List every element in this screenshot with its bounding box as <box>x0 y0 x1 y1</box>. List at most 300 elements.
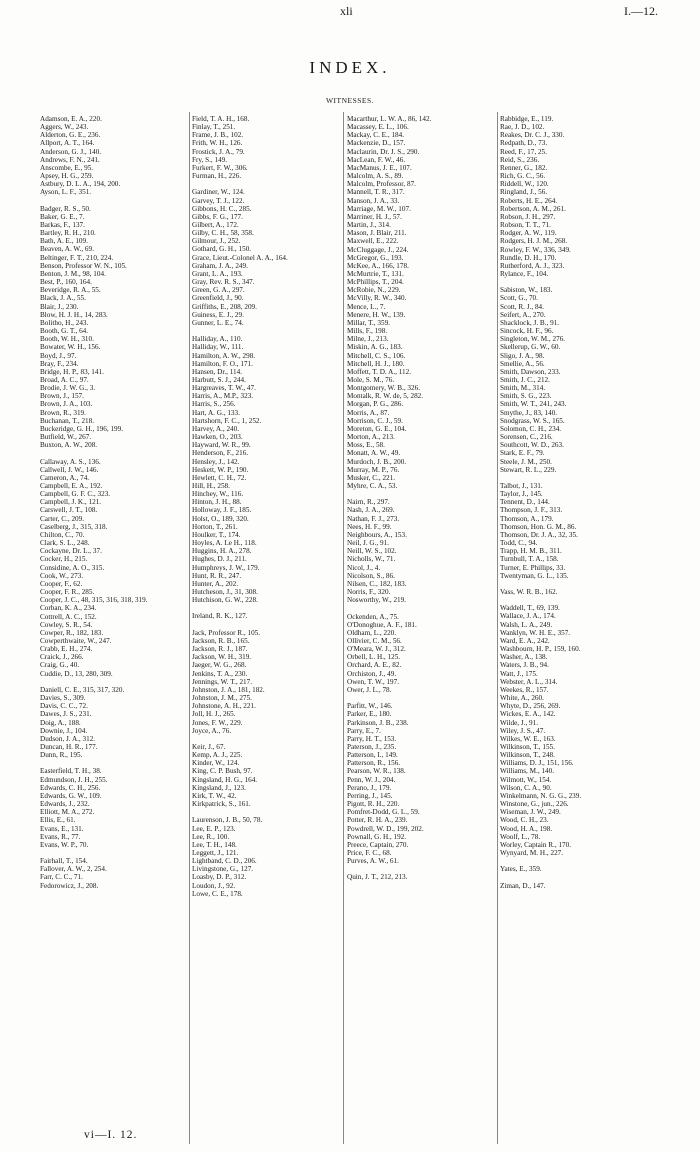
index-entry: Hansen, Dr., 114. <box>192 367 243 376</box>
index-entry: Paterson, J., 235. <box>347 742 397 751</box>
index-column-3 <box>347 115 497 1140</box>
index-entry: Blow, H. J. H., 14, 283. <box>40 310 108 319</box>
index-entry: Nairn, R., 297. <box>347 498 390 507</box>
index-entry: Kingsland, H. G., 164. <box>192 775 258 784</box>
index-entry: Lightband, C. D., 206. <box>192 857 257 866</box>
index-entry: Mackenzie, D., 157. <box>347 139 406 148</box>
index-entry: Callaway, A. S., 136. <box>40 457 101 466</box>
index-entry: Bowater, W. H., 156. <box>40 343 101 352</box>
index-entry: Talbot, J., 131. <box>500 482 543 490</box>
index-entry: Hinton, J. H., 88. <box>192 498 242 507</box>
index-entry: Downie, J., 104. <box>40 726 88 735</box>
index-entry: Millar, T., 359. <box>347 318 390 327</box>
index-entry: O'Donoghue, A. F., 181. <box>347 620 417 629</box>
index-entry: Seifert, A., 270. <box>500 310 546 319</box>
index-entry: Booth, G. T., 64. <box>40 327 89 336</box>
index-entry: McKee, A., 166, 178. <box>347 261 409 270</box>
index-entry: Beveridge, R. A., 55. <box>40 286 101 295</box>
section-subtitle: WITNESSES. <box>325 96 375 105</box>
index-entry: Boyd, J., 97. <box>40 351 77 360</box>
index-entry: Cowper, R., 182, 183. <box>40 628 104 637</box>
index-entry: Musker, C., 221. <box>347 473 396 482</box>
document-reference: I.—12. <box>624 4 658 18</box>
index-entry: Bridge, H. P., 83, 141. <box>40 367 104 376</box>
index-entry: Hinchey, W., 116. <box>192 490 244 499</box>
index-entry: Lee, R., 100. <box>192 832 230 841</box>
index-entry: Gray, Rev. R. S., 347. <box>192 278 255 287</box>
index-entry: Waters, J. B., 94. <box>500 661 549 670</box>
index-entry: Tennent, D., 144. <box>500 498 550 507</box>
index-entry: Miskin, A. G., 183. <box>347 343 403 352</box>
index-entry: Pearson, W. R., 138. <box>347 767 406 776</box>
index-entry: Fry, S., 149. <box>192 155 228 164</box>
index-entry: Singleton, W. M., 276. <box>500 335 566 344</box>
index-entry: Ower, J. L., 78. <box>347 685 392 694</box>
index-entry: Sorensen, C., 216. <box>500 433 553 442</box>
index-entry: Cockayne, Dr. L., 37. <box>40 547 102 556</box>
index-entry: Milne, J., 213. <box>347 335 389 344</box>
index-entry: Thomson, A., 179. <box>500 514 554 523</box>
index-entry: Houlker, T., 174. <box>192 530 241 539</box>
index-entry: Jackson, R. J., 187. <box>192 645 248 654</box>
index-entry: Reid, S., 236. <box>500 155 540 164</box>
index-entry: Nicolson, S., 86. <box>347 571 395 580</box>
index-entry: Holst, O., 189, 320. <box>192 514 249 523</box>
index-entry: Rylance, F., 104. <box>500 269 549 278</box>
index-entry: Parker, E., 180. <box>347 710 392 719</box>
index-entry: Williams, D. J., 151, 156. <box>500 759 574 768</box>
index-entry: Yates, E., 359. <box>500 865 542 874</box>
index-entry: Roberts, H. E., 264. <box>500 196 558 205</box>
index-entry: Halliday, A., 110. <box>192 335 243 344</box>
index-entry: Apsey, H. G., 259. <box>40 172 94 181</box>
index-entry: Black, J. A., 55. <box>40 294 86 303</box>
index-entry: Butfield, W., 267. <box>40 433 92 442</box>
index-entry: Montalk, R. W. de, 5, 282. <box>347 392 424 401</box>
index-entry: Cocker, H., 215. <box>40 555 88 564</box>
index-entry: Adamson, E. A., 220. <box>40 115 102 123</box>
index-entry: Kemp, A. J., 225. <box>192 751 243 760</box>
index-entry: Wanklyn, W. H. E., 357. <box>500 628 571 637</box>
index-entry: Macassey, E. L., 106. <box>347 123 409 132</box>
index-entry: Preece, Captain, 270. <box>347 840 409 849</box>
index-entry: Stark, E. F., 79. <box>500 449 545 458</box>
page-number: xli <box>340 4 353 18</box>
index-entry: Neill, W. S., 102. <box>347 547 397 556</box>
index-entry: Cooper, J. C., 48, 315, 316, 318, 319. <box>40 596 148 605</box>
index-entry: Redpath, D., 73. <box>500 139 548 148</box>
index-entry: Brown, R., 319. <box>40 408 86 417</box>
index-entry: Worley, Captain R., 170. <box>500 840 572 849</box>
index-entry: Parry, E., 7. <box>347 726 381 735</box>
index-entry: Buchanan, T., 218. <box>40 416 95 425</box>
index-entry: Murray, M. P., 76. <box>347 465 400 474</box>
index-entry: Blair, J., 230. <box>40 302 79 311</box>
index-entry: Bartley, R. H., 210. <box>40 229 96 238</box>
index-entry: Rodgers, H. J. M., 268. <box>500 237 568 246</box>
index-entry: Anscombe, E., 95. <box>40 163 94 172</box>
index-entry: Rowley, F. W., 336, 349. <box>500 245 571 254</box>
index-entry: Thomson, Dr. J. A., 32, 35. <box>500 530 578 539</box>
index-entry: Smellie, A., 56. <box>500 359 545 368</box>
index-entry: Craick, J., 266. <box>40 653 84 662</box>
index-entry: Edmundson, J. H., 255. <box>40 775 108 784</box>
index-entry: Johnston, J. A., 181, 182. <box>192 685 265 694</box>
index-entry: Nilsen, C., 182, 183. <box>347 579 407 588</box>
index-entry: Sabiston, W., 183. <box>500 286 553 295</box>
index-entry: Hunt, R. R., 247. <box>192 571 242 580</box>
index-entry: Smith, M., 314. <box>500 384 546 393</box>
index-entry: Nees, H. F., 99. <box>347 522 392 531</box>
index-entry: Carter, C., 209. <box>40 514 85 523</box>
index-entry: Owen, T. W., 197. <box>347 677 400 686</box>
index-entry: O'Meara, W. J., 312. <box>347 645 406 654</box>
index-entry: Hamilton, A. W., 298. <box>192 351 256 360</box>
index-entry: Harvey, A., 240. <box>192 424 240 433</box>
index-entry: Martin, J., 314. <box>347 221 391 230</box>
index-entry: Guiness, E. J., 29. <box>192 310 244 319</box>
index-entry: Vass, W. R. B., 162. <box>500 588 558 597</box>
index-entry: Campbell, E. A., 192. <box>40 482 103 490</box>
page-footer: vi—I. 12. <box>84 1129 138 1141</box>
index-entry: Neighbours, A., 153. <box>347 530 407 539</box>
index-entry: Wynyard, M. H., 227. <box>500 849 564 857</box>
index-entry: Evans, R., 77. <box>40 832 81 841</box>
index-entry: Buckeridge, G. H., 196, 199. <box>40 424 124 433</box>
index-entry: Powdrell, W. D., 199, 202. <box>347 824 424 833</box>
index-entry: Fallover, A. W., 2, 254. <box>40 865 107 874</box>
index-entry: McRobie, N., 229. <box>347 286 401 295</box>
index-entry: Greenfield, J., 90. <box>192 294 244 303</box>
index-entry: Winstone, G., jun., 226. <box>500 800 569 809</box>
index-entry: Booth, W. H., 310. <box>40 335 94 344</box>
index-entry: Astbury, D. L. A., 194, 200. <box>40 180 121 189</box>
index-entry: Wiley, J. S., 47. <box>500 726 546 735</box>
index-entry: Ellis, E., 61. <box>40 816 76 825</box>
index-entry: Bolitho, H., 243. <box>40 318 89 327</box>
index-entry: Neil, J. G., 91. <box>347 539 389 548</box>
index-entry: Hunter, A., 202. <box>192 579 239 588</box>
index-entry: Orchard, A. E., 82. <box>347 661 402 670</box>
index-entry: Patterson, R., 156. <box>347 759 401 768</box>
index-entry: Humphreys, J. W., 179. <box>192 563 260 572</box>
index-entry: Smith, S. G., 223. <box>500 392 552 401</box>
index-entry: Alderton, G. E., 236. <box>40 131 101 140</box>
index-entry: Easterfield, T. H., 38. <box>40 767 102 776</box>
index-entry: Ward, E. A., 242. <box>500 636 550 645</box>
index-entry: McGregor, G., 193. <box>347 253 404 262</box>
index-entry: Walsh, L. A., 249. <box>500 620 553 629</box>
index-entry: Nicholls, W., 71. <box>347 555 396 564</box>
index-entry: Huggins, H. A., 278. <box>192 547 252 556</box>
page-title: INDEX. <box>309 58 391 77</box>
index-entry: Wilkes, W. E., 163. <box>500 734 556 743</box>
index-entry: Perring, J., 145. <box>347 791 393 800</box>
index-entry: Evans, W. P., 70. <box>40 840 89 849</box>
index-entry: Cook, W., 273. <box>40 571 84 580</box>
index-entry: Brown, J., 157. <box>40 392 84 401</box>
index-entry: Trapp, H. M. B., 311. <box>500 547 562 556</box>
index-entry: Jones, F. W., 229. <box>192 718 243 727</box>
index-entry: Marriner, H. J., 57. <box>347 212 402 221</box>
index-entry: Mackay, C. E., 184. <box>347 131 405 140</box>
index-entry: Carswell, J. T., 108. <box>40 506 98 515</box>
index-entry: Fairhall, T., 154. <box>40 857 88 866</box>
index-entry: Nosworthy, W., 219. <box>347 596 407 605</box>
index-entry: Gilbert, A., 172. <box>192 221 239 230</box>
index-entry: Griffiths, E., 208, 209. <box>192 302 257 311</box>
index-entry: Riddell, W., 120. <box>500 180 549 189</box>
index-entry: Smith, W. T., 241, 243. <box>500 400 567 409</box>
index-entry: Scott, G., 70. <box>500 294 538 303</box>
index-entry: Best, P., 160, 164. <box>40 278 92 287</box>
index-entry: Badger, R. S., 50. <box>40 204 91 213</box>
index-entry: Clark, S. L., 248. <box>40 539 90 548</box>
index-entry: Washbourn, H. P., 159, 160. <box>500 645 581 654</box>
index-entry: Wickes, E. A., 142. <box>500 710 556 719</box>
index-entry: Mason, J. Blair, 211. <box>347 229 407 238</box>
index-entry: Jennings, W. T., 217. <box>192 677 253 686</box>
index-entry: Rutherford, A. J., 323. <box>500 261 565 270</box>
index-entry: Beaven, A. W., 69. <box>40 245 94 254</box>
index-entry: Morgan, P. G., 286. <box>347 400 404 409</box>
index-entry: Hill, H., 258. <box>192 482 230 490</box>
index-entry: Cowley, S. R., 54. <box>40 620 93 629</box>
index-entry: Morton, A., 213. <box>347 433 395 442</box>
index-entry: Loasby, D. P., 312. <box>192 873 247 882</box>
index-entry: Rundle, D. H., 170. <box>500 253 557 262</box>
index-entry: King, C. P. Bush, 97. <box>192 767 253 776</box>
index-entry: Ringland, J., 56. <box>500 188 548 197</box>
index-entry: Laurenson, J. B., 50, 78. <box>192 816 263 825</box>
index-entry: Morrison, C. J., 59. <box>347 416 403 425</box>
index-entry: Kirk, T. W., 42. <box>192 791 237 800</box>
index-entry: Rodger, A. W., 119. <box>500 229 557 238</box>
index-entry: MacLean, F. W., 46. <box>347 155 406 164</box>
index-entry: Cooper, F., 62. <box>40 579 83 588</box>
index-entry: Caselberg, J., 315, 318. <box>40 522 108 531</box>
index-entry: Mitchell, C. S., 106. <box>347 351 406 360</box>
index-entry: Montgomery, W. B., 326. <box>347 384 421 393</box>
index-entry: MacManus, J. E., 107. <box>347 163 412 172</box>
index-entry: Broad, A. C., 97. <box>40 375 89 384</box>
index-entry: Taylor, J., 145. <box>500 490 543 499</box>
index-entry: Cuddie, D., 13, 280, 309. <box>40 669 113 678</box>
index-entry: Anderson, G. J., 140. <box>40 147 102 156</box>
index-entry: Woolf, L., 78. <box>500 832 541 841</box>
index-entry: Ayson, L. F., 351. <box>40 188 92 197</box>
index-entry: Elliott, M. A., 272. <box>40 808 95 817</box>
index-entry: Hutcheson, J., 31, 308. <box>192 588 258 597</box>
index-entry: Bath, A. E., 109. <box>40 237 88 246</box>
index-entry: Smith, Dawson, 233. <box>500 367 561 376</box>
index-entry: Brodie, J. W. G., 3. <box>40 384 96 393</box>
index-entry: Scott, R. J., 84. <box>500 302 544 311</box>
index-entry: Lee, T. H., 148. <box>192 840 237 849</box>
index-entry: Nicol, J., 4. <box>347 563 381 572</box>
index-entry: Myhre, C. A., 53. <box>347 482 398 491</box>
index-entry: Malcolm, Professor, 87. <box>347 180 416 189</box>
index-entry: Oldham, L., 220. <box>347 628 397 637</box>
index-entry: Moss, E., 58. <box>347 441 385 450</box>
index-entry: Callwell, J. W., 146. <box>40 465 99 474</box>
index-entry: Finlay, T., 251. <box>192 123 236 132</box>
index-entry: Harbutt, S. J., 244. <box>192 375 246 384</box>
index-entry: Orbell, L. H., 125. <box>347 653 401 662</box>
index-entry: Malcolm, A. S., 89. <box>347 172 404 181</box>
column-divider <box>189 112 190 1144</box>
index-entry: Hargreaves, T. W., 47. <box>192 384 256 393</box>
index-entry: Robson, T. T., 71. <box>500 221 551 230</box>
index-entry: Jaeger, W. G., 268. <box>192 661 247 670</box>
index-entry: Henderson, F., 216. <box>192 449 249 458</box>
index-entry: Edwards, J., 232. <box>40 800 90 809</box>
index-entry: Rich, G. C., 56. <box>500 172 546 181</box>
index-entry: Nathan, F. J., 273. <box>347 514 400 523</box>
index-entry: Grace, Lieut.-Colonel A. A., 164. <box>192 253 288 262</box>
index-entry: Perano, J., 179. <box>347 783 392 792</box>
index-entry: Pownall, G. H., 192. <box>347 832 407 841</box>
index-entry: Parkinson, J. B., 238. <box>347 718 409 727</box>
index-entry: Frith, W. H., 126. <box>192 139 243 148</box>
index-entry: Menere, H. W., 139. <box>347 310 406 319</box>
index-entry: Morris, A., 87. <box>347 408 390 417</box>
index-column-4 <box>500 115 660 1140</box>
index-entry: Graham, J. A., 249. <box>192 261 248 270</box>
index-entry: Hayward, W. R., 99. <box>192 441 251 450</box>
index-entry: Snodgrass, W. S., 165. <box>500 416 565 425</box>
index-entry: Rae, J. D., 102. <box>500 123 545 132</box>
index-entry: Garvey, T. J., 122. <box>192 196 245 205</box>
index-entry: Benson, Professor W. N., 105. <box>40 261 127 270</box>
column-divider <box>497 112 498 1144</box>
index-entry: Gardiner, W., 124. <box>192 188 245 197</box>
index-entry: Washer, A., 138. <box>500 653 548 662</box>
column-divider <box>343 112 344 1144</box>
index-entry: Wood, C. H., 23. <box>500 816 549 825</box>
index-entry: Dudson, J. A., 312. <box>40 734 96 743</box>
index-entry: Watt, J., 175. <box>500 669 538 678</box>
index-entry: Livingstone, G., 127. <box>192 865 254 874</box>
index-entry: Reakes, Dr. C. J., 330. <box>500 131 565 140</box>
index-entry: Hensley, J., 142. <box>192 457 240 466</box>
index-entry: Winkelmann, N. G. G., 239. <box>500 791 582 800</box>
index-entry: Allport, A. T., 164. <box>40 139 95 148</box>
index-entry: Lowe, C. E., 178. <box>192 889 243 898</box>
index-entry: Hart, A. G., 133. <box>192 408 240 417</box>
index-entry: Daniell, C. E., 315, 317, 320. <box>40 685 125 694</box>
index-entry: Hughes, D. J., 211. <box>192 555 247 564</box>
index-entry: Gothard, G. H., 150. <box>192 245 252 254</box>
index-entry: Robertson, A. M., 261. <box>500 204 566 213</box>
index-entry: Pomfret-Dodd, G. L., 59. <box>347 808 420 817</box>
index-column-2 <box>192 115 342 1140</box>
index-entry: Frostick, J. A., 79. <box>192 147 245 156</box>
index-entry: Maxwell, E., 222. <box>347 237 399 246</box>
index-entry: Gibbs, F. G., 177. <box>192 212 243 221</box>
index-entry: Norris, F., 320. <box>347 588 391 597</box>
index-entry: Cottrell, A. C., 152. <box>40 612 97 621</box>
index-entry: Hutchison, G. W., 228. <box>192 596 258 605</box>
index-entry: Wilmott, W., 154. <box>500 775 552 784</box>
index-entry: Wiseman, J. W., 249. <box>500 808 561 817</box>
index-entry: Kinder, W., 124. <box>192 759 240 768</box>
index-entry: Ockenden, A., 75. <box>347 612 399 621</box>
index-entry: Campbell, J. K., 121. <box>40 498 102 507</box>
index-entry: Corban, K. A., 234. <box>40 604 97 613</box>
index-entry: Manson, J. A., 33. <box>347 196 400 205</box>
index-entry: Hewlett, C. H., 72. <box>192 473 247 482</box>
index-entry: Stewart, R. L., 229. <box>500 465 557 474</box>
index-entry: Joyce, A., 76. <box>192 726 232 735</box>
index-entry: Quin, J. T., 212, 213. <box>347 873 408 882</box>
index-entry: Fedorowicz, J., 208. <box>40 881 99 890</box>
index-entry: Brown, J. A., 103. <box>40 400 93 409</box>
index-entry: Maclaurin, Dr. J. S., 290. <box>347 147 420 156</box>
index-entry: Monatt, A. W., 49. <box>347 449 401 458</box>
index-entry: Kingsland, J., 123. <box>192 783 246 792</box>
index-entry: Bray, F., 234. <box>40 359 79 368</box>
index-entry: Reed, F., 17, 25. <box>500 147 547 156</box>
index-entry: McPhillips, T., 204. <box>347 278 404 287</box>
index-entry: McMurtrie, T., 131. <box>347 269 404 278</box>
index-entry: Barkas, F., 137. <box>40 221 85 230</box>
index-entry: Southcott, W. D., 263. <box>500 441 564 450</box>
index-entry: Renner, G., 182. <box>500 163 548 172</box>
index-entry: Benton, J. M., 98, 104. <box>40 269 106 278</box>
index-entry: Mence, L., 7. <box>347 302 386 311</box>
index-entry: Williams, M., 140. <box>500 767 555 776</box>
index-entry: Hoyles, A. Le H., 118. <box>192 539 257 548</box>
index-entry: Wilkinson, T., 248. <box>500 751 555 760</box>
index-entry: Thomson, Hon. G. M., 86. <box>500 522 577 531</box>
index-entry: Harris, S., 256. <box>192 400 236 409</box>
index-entry: Rabbidge, E., 119. <box>500 115 554 123</box>
index-entry: Halliday, W., 111. <box>192 343 244 352</box>
index-entry: Beltinger, F. T., 210, 224. <box>40 253 114 262</box>
index-entry: Cowperthwaite, W., 247. <box>40 636 112 645</box>
index-entry: Hawken, O., 203. <box>192 433 243 442</box>
index-entry: Harris, A., M.P., 323. <box>192 392 254 401</box>
index-entry: Furman, H., 226. <box>192 172 242 181</box>
index-entry: McCluggage, J., 224. <box>347 245 409 254</box>
index-entry: Davies, S., 309. <box>40 694 86 703</box>
index-entry: Johnstone, A. H., 221. <box>192 702 256 711</box>
index-entry: Sligo, J. A., 98. <box>500 351 545 360</box>
index-entry: Heskett, W. P., 190. <box>192 465 249 474</box>
index-entry: Green, G. A., 297. <box>192 286 245 295</box>
index-entry: Robson, J. H., 297. <box>500 212 556 221</box>
index-entry: Weekes, R., 157. <box>500 685 549 694</box>
index-entry: Skellerup, G. W., 60. <box>500 343 561 352</box>
index-entry: White, A., 260. <box>500 694 544 703</box>
index-entry: Jackson, W. H., 319. <box>192 653 252 662</box>
index-entry: Jackson, R. B., 165. <box>192 636 250 645</box>
index-entry: Gibbons, H. C., 285. <box>192 204 252 213</box>
index-entry: Potter, R. H. A., 239. <box>347 816 408 825</box>
index-entry: Penn, W. J., 204. <box>347 775 396 784</box>
index-entry: Holloway, J. F., 185. <box>192 506 252 515</box>
index-entry: Considine, A. O., 315. <box>40 563 105 572</box>
index-entry: Ziman, D., 147. <box>500 881 546 890</box>
index-entry: Gilmour, J., 252. <box>192 237 241 246</box>
index-entry: Solomon, C. H., 234. <box>500 424 562 433</box>
index-entry: Shacklock, J. B., 91. <box>500 318 560 327</box>
index-entry: Smythe, J., 83, 140. <box>500 408 558 417</box>
index-entry: Hartshorn, F. C., 1, 252. <box>192 416 262 425</box>
index-entry: Wilde, J., 91. <box>500 718 539 727</box>
index-entry: Sincock, H. F., 96. <box>500 327 554 336</box>
